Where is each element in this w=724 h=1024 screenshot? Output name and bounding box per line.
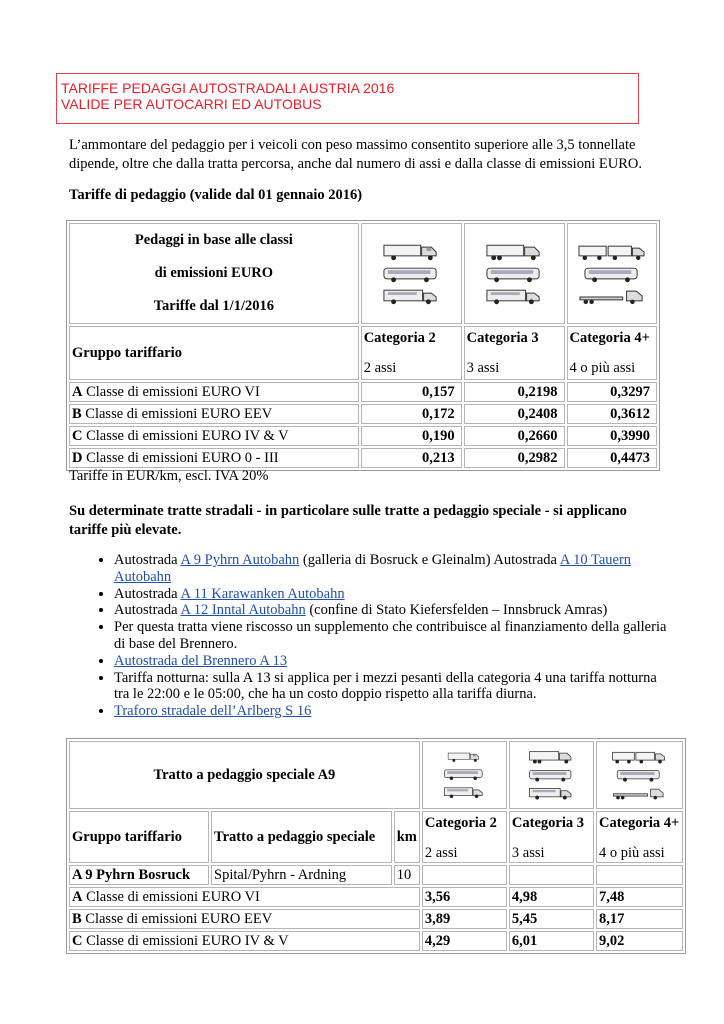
rate-cat4: 0,3612 <box>567 404 658 424</box>
table2-group-label: Gruppo tariffario <box>69 811 209 863</box>
rate-cat2: 0,172 <box>361 404 462 424</box>
rate-cat2: 3,56 <box>422 887 507 907</box>
empty-cell <box>509 865 594 885</box>
special-sections-heading: Su determinate tratte stradali - in particolare sulle tratte a pedaggio speciale - si applicano tariffe più elevate. <box>69 503 627 538</box>
bullet-text: Autostrada <box>114 585 181 602</box>
rate-cat2: 4,29 <box>422 931 507 951</box>
cat2-name: Categoria 2 <box>424 815 497 831</box>
table-row <box>69 382 657 402</box>
rate-cat2: 0,213 <box>361 448 462 468</box>
table-row <box>69 931 683 951</box>
title-line-1: TARIFFE PEDAGGI AUTOSTRADALI AUSTRIA 2016 <box>61 80 395 96</box>
rate-cat3: 6,01 <box>509 931 594 951</box>
cat2-vehicle-icons <box>361 223 462 324</box>
row-letter: A <box>72 384 83 400</box>
rate-cat4: 0,3990 <box>567 426 658 446</box>
euro-tariff-table <box>66 220 660 471</box>
table-row <box>69 404 657 424</box>
rate-cat3: 0,2408 <box>464 404 565 424</box>
bullet-text: (galleria di Bosruck e Gleinalm) Autostrada <box>299 552 560 568</box>
row-letter: D <box>72 450 83 466</box>
cat4-name: Categoria 4+ <box>598 815 680 831</box>
truck-2-axle-icon <box>447 751 481 763</box>
cat3-axles: 3 assi <box>466 360 500 376</box>
link-s16-arlberg[interactable]: Traforo stradale dell’Arlberg S 16 <box>114 703 312 720</box>
table-row <box>69 887 683 907</box>
cat2-name: Categoria 2 <box>363 330 436 346</box>
row-letter: B <box>72 406 82 422</box>
truck-2-axle-icon <box>382 243 440 261</box>
table1-cat3-header <box>464 326 565 380</box>
truck-trailer-icon <box>609 750 669 764</box>
row-letter: C <box>72 933 83 949</box>
bullet-text: Autostrada <box>114 602 181 619</box>
cat3-vehicle-icons <box>509 741 594 809</box>
rate-cat4: 7,48 <box>596 887 683 907</box>
row-label: Classe di emissioni EURO EEV <box>81 911 273 927</box>
route-section: Spital/Pyhrn - Ardning <box>211 865 392 885</box>
rate-cat2: 3,89 <box>422 909 507 929</box>
rate-cat4: 8,17 <box>596 909 683 929</box>
table1-head-line-3: Tariffe dal 1/1/2016 <box>153 298 274 314</box>
cat4-name: Categoria 4+ <box>569 330 650 346</box>
table2-cat2-header <box>422 811 507 863</box>
row-label: Classe di emissioni EURO 0 - III <box>82 450 279 466</box>
cat2-axles: 2 assi <box>363 360 397 376</box>
rate-cat2: 0,157 <box>361 382 462 402</box>
flatbed-truck-icon <box>609 786 669 800</box>
bus-icon <box>583 265 641 283</box>
table1-head-line-2: di emissioni EURO <box>154 265 274 281</box>
row-letter: A <box>72 889 83 905</box>
flatbed-truck-icon <box>578 287 646 305</box>
bus-icon <box>528 768 574 782</box>
table1-cat2-header <box>361 326 462 380</box>
a9-special-tariff-table <box>66 738 686 954</box>
link-a10-tauern[interactable]: A 10 Tauern Autobahn <box>114 552 632 585</box>
list-item <box>114 602 674 619</box>
camper-icon <box>528 786 574 800</box>
vat-note: Tariffe in EUR/km, escl. IVA 20% <box>69 468 269 484</box>
cat2-axles: 2 assi <box>424 845 458 861</box>
row-label: Classe di emissioni EURO VI <box>82 384 260 400</box>
link-a12-inntal[interactable]: A 12 Inntal Autobahn <box>180 602 306 619</box>
special-routes-list <box>90 552 674 720</box>
link-a9-pyhrn[interactable]: A 9 Pyhrn Autobahn <box>180 552 300 568</box>
rate-cat4: 0,4473 <box>567 448 658 468</box>
bus-icon <box>485 265 543 283</box>
row-letter: C <box>72 428 83 444</box>
table1-cat4-header <box>567 326 658 380</box>
empty-cell <box>422 865 507 885</box>
table-row <box>69 909 683 929</box>
bullet-text: Tariffa notturna: sulla A 13 si applica per i mezzi pesanti della categoria 4 una tariffa notturna tra le 22:00 e le 05:00, che ha un costo doppio rispetto alla tariffa diurna. <box>114 669 657 703</box>
rate-cat3: 0,2982 <box>464 448 565 468</box>
rate-cat2: 0,190 <box>361 426 462 446</box>
cat3-axles: 3 assi <box>511 845 545 861</box>
table2-header: Tratto a pedaggio speciale A9 <box>69 741 420 809</box>
bullet-text: Per questa tratta viene riscosso un supplemento che contribuisce al finanziamento della galleria di base del Brennero. <box>114 619 667 652</box>
cat4-axles: 4 o più assi <box>598 845 665 861</box>
list-item <box>114 653 674 670</box>
link-a13-brennero[interactable]: Autostrada del Brennero A 13 <box>114 652 288 669</box>
rate-cat3: 0,2660 <box>464 426 565 446</box>
document-title-box <box>56 73 639 124</box>
empty-cell <box>596 865 683 885</box>
bullet-text: Autostrada <box>114 552 181 568</box>
row-label: Classe di emissioni EURO EEV <box>81 406 273 422</box>
rate-cat3: 0,2198 <box>464 382 565 402</box>
rate-cat4: 9,02 <box>596 931 683 951</box>
row-letter: B <box>72 911 82 927</box>
cat4-vehicle-icons <box>596 741 683 809</box>
camper-icon <box>382 287 440 305</box>
cat3-name: Categoria 3 <box>466 330 539 346</box>
bus-icon <box>382 265 440 283</box>
list-item <box>114 670 674 704</box>
table2-cat3-header <box>509 811 594 863</box>
list-item <box>114 586 674 603</box>
rate-cat4: 0,3297 <box>567 382 658 402</box>
rate-cat3: 4,98 <box>509 887 594 907</box>
row-label: Classe di emissioni EURO VI <box>82 889 260 905</box>
list-item <box>114 552 674 586</box>
camper-icon <box>485 287 543 305</box>
cat3-name: Categoria 3 <box>511 815 584 831</box>
title-line-2: VALIDE PER AUTOCARRI ED AUTOBUS <box>61 96 322 112</box>
bus-icon <box>614 768 664 782</box>
truck-trailer-icon <box>578 243 646 261</box>
link-a11-karawanken[interactable]: A 11 Karawanken Autobahn <box>180 585 345 602</box>
bus-icon <box>443 767 485 781</box>
table1-header-cell <box>69 223 359 324</box>
route-km: 10 <box>394 865 420 885</box>
route-name: A 9 Pyhrn Bosruck <box>69 865 209 885</box>
cat4-vehicle-icons <box>567 223 658 324</box>
rate-cat3: 5,45 <box>509 909 594 929</box>
table1-head-line-1: Pedaggi in base alle classi <box>134 232 293 248</box>
truck-3-axle-icon <box>528 750 574 764</box>
row-label: Classe di emissioni EURO IV & V <box>82 933 289 949</box>
table1-group-label: Gruppo tariffario <box>69 326 359 380</box>
cat3-vehicle-icons <box>464 223 565 324</box>
truck-3-axle-icon <box>485 243 543 261</box>
tariffs-heading: Tariffe di pedaggio (valide dal 01 gennaio 2016) <box>69 187 363 203</box>
table2-km-label: km <box>394 811 420 863</box>
cat4-axles: 4 o più assi <box>569 360 636 376</box>
list-item <box>114 703 674 720</box>
row-label: Classe di emissioni EURO IV & V <box>82 428 289 444</box>
intro-paragraph: L’ammontare del pedaggio per i veicoli con peso massimo consentito superiore alle 3,5 tonnellate dipende, oltre che dalla tratta percorsa, anche dal numero di assi e dalla classe di emissioni EURO. <box>69 137 642 172</box>
list-item <box>114 619 674 653</box>
cat2-vehicle-icons <box>422 741 507 809</box>
table2-cat4-header <box>596 811 683 863</box>
table-row <box>69 426 657 446</box>
table-row <box>69 865 683 885</box>
table2-section-label: Tratto a pedaggio speciale <box>211 811 392 863</box>
table-row <box>69 448 657 468</box>
camper-icon <box>443 785 485 799</box>
bullet-text: (confine di Stato Kiefersfelden – Innsbruck Amras) <box>305 602 608 619</box>
